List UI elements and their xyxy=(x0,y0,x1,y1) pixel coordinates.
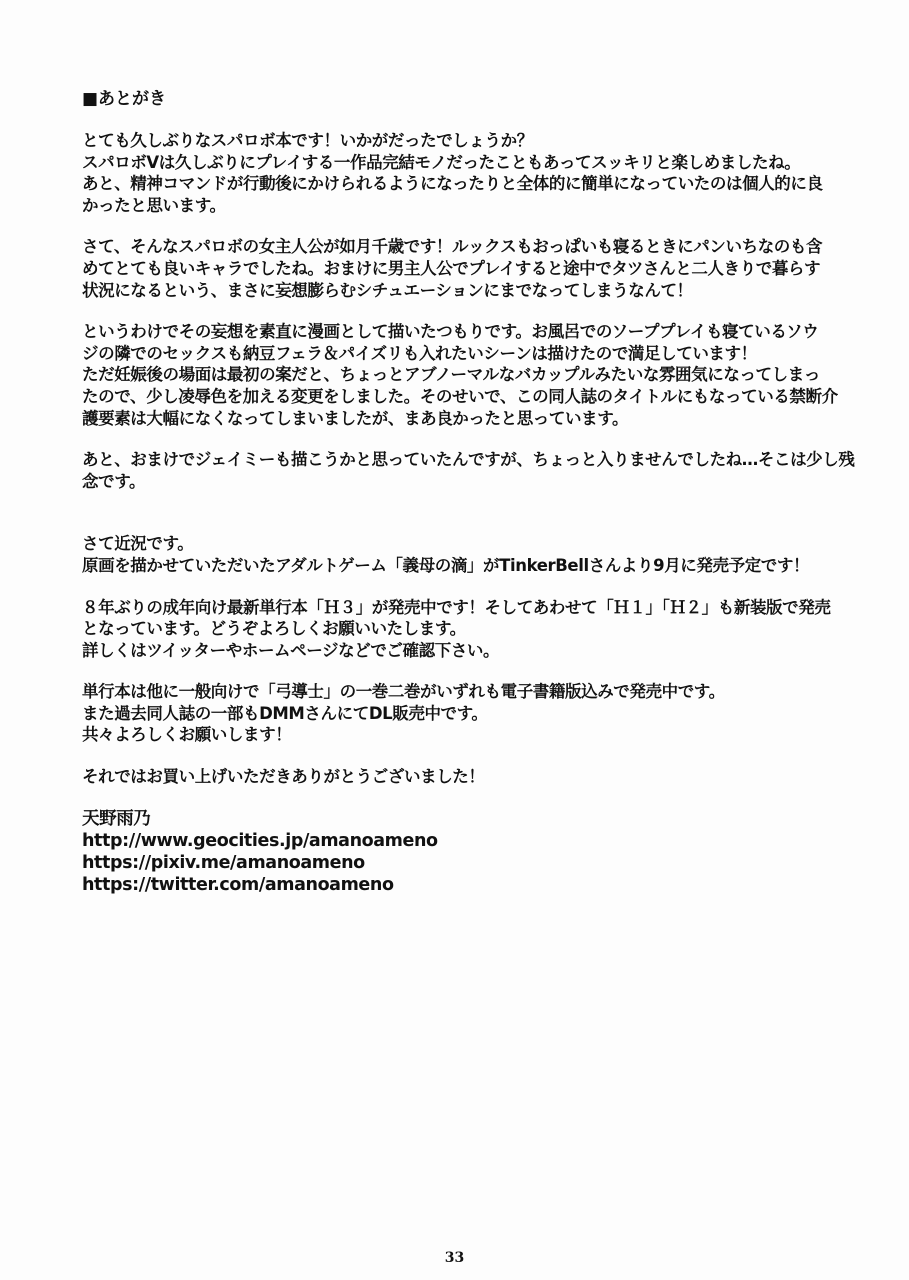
afterword-heading: ■あとがき xyxy=(82,89,167,109)
text-line: 護要素は大幅になくなってしまいましたが、まあ良かったと思っています。 xyxy=(82,408,629,428)
text-line: とても久しぶりなスパロボ本です！いかがだったでしょうか？ xyxy=(82,131,533,150)
page-number: 33 xyxy=(444,1250,465,1266)
author-name: 天野雨乃 xyxy=(82,808,151,829)
website-link[interactable]: http://www.geocities.jp/amanoameno xyxy=(82,830,438,851)
text-line: さて近況です。 xyxy=(82,534,194,554)
text-line: めてとても良いキャラでしたね。おまけに男主人公でプレイすると途中でタツさんと二人きりで暮らす xyxy=(82,258,821,278)
text-line: ただ妊娠後の場面は最初の案だと、ちょっとアブノーマルなバカップルみたいな雰囲気になってしまっ xyxy=(82,365,820,385)
text-line: 共々よろしくお願いします！ xyxy=(82,725,292,745)
text-line: 原画を描かせていただいたアダルトゲーム「義母の滴」がTinkerBellさんより9月に発売予定です！ xyxy=(82,555,810,575)
paragraph-3 xyxy=(82,321,842,429)
text-line: あと、おまけでジェイミーも描こうかと思っていたんですが、ちょっと入りませんでしたね…そこは少し残 xyxy=(82,450,855,470)
paragraph-7 xyxy=(82,681,842,746)
text-line: 念です。 xyxy=(82,471,146,491)
text-line: となっています。どうぞよろしくお願いいたします。 xyxy=(82,619,466,639)
afterword-body xyxy=(82,88,855,896)
text-line: 詳しくはツイッターやホームページなどでご確認下さい。 xyxy=(82,640,500,660)
text-line: 状況になるという、まさに妄想膨らむシチュエーションにまでなってしまうなんて！ xyxy=(82,280,693,300)
text-line: というわけでその妄想を素直に漫画として描いたつもりです。お風呂でのソーププレイも寝ているソウ xyxy=(82,322,819,342)
paragraph-5 xyxy=(82,533,842,576)
text-line: たので、少し凌辱色を加える変更をしました。そのせいで、この同人誌のタイトルにもなっている禁断介 xyxy=(82,386,838,406)
text-line: スパロボVは久しぶりにプレイする一作品完結モノだったこともあってスッキリと楽しめましたね。 xyxy=(82,152,801,172)
paragraph-6 xyxy=(82,597,842,662)
section-spacer xyxy=(82,512,842,533)
paragraph-4 xyxy=(82,449,855,492)
text-line: それではお買い上げいただきありがとうございました！ xyxy=(82,767,485,787)
pixiv-link[interactable]: https://pixiv.me/amanoameno xyxy=(82,852,365,873)
text-line: ８年ぶりの成年向け最新単行本「Ｈ３」が発売中です！そしてあわせて「Ｈ１」「Ｈ２」も新装版で発売 xyxy=(82,597,831,617)
author-credits xyxy=(82,808,842,896)
text-line: かったと思います。 xyxy=(82,195,226,215)
twitter-link[interactable]: https://twitter.com/amanoameno xyxy=(82,874,394,895)
paragraph-2 xyxy=(82,236,842,301)
text-line: 単行本は他に一般向けで「弓導士」の一巻二巻がいずれも電子書籍版込みで発売中です。 xyxy=(82,682,725,702)
text-line: さて、そんなスパロボの女主人公が如月千歳です！ルックスもおっぱいも寝るときにパンいちなのも含 xyxy=(82,237,823,257)
text-line: あと、精神コマンドが行動後にかけられるようになったりと全体的に簡単になっていたのは個人的に良 xyxy=(82,174,823,194)
paragraph-8 xyxy=(82,766,842,788)
text-line: また過去同人誌の一部もDMMさんにてDL販売中です。 xyxy=(82,703,488,723)
paragraph-1 xyxy=(82,130,842,216)
text-line: ジの隣でのセックスも納豆フェラ＆パイズリも入れたいシーンは描けたので満足しています！ xyxy=(82,343,757,363)
